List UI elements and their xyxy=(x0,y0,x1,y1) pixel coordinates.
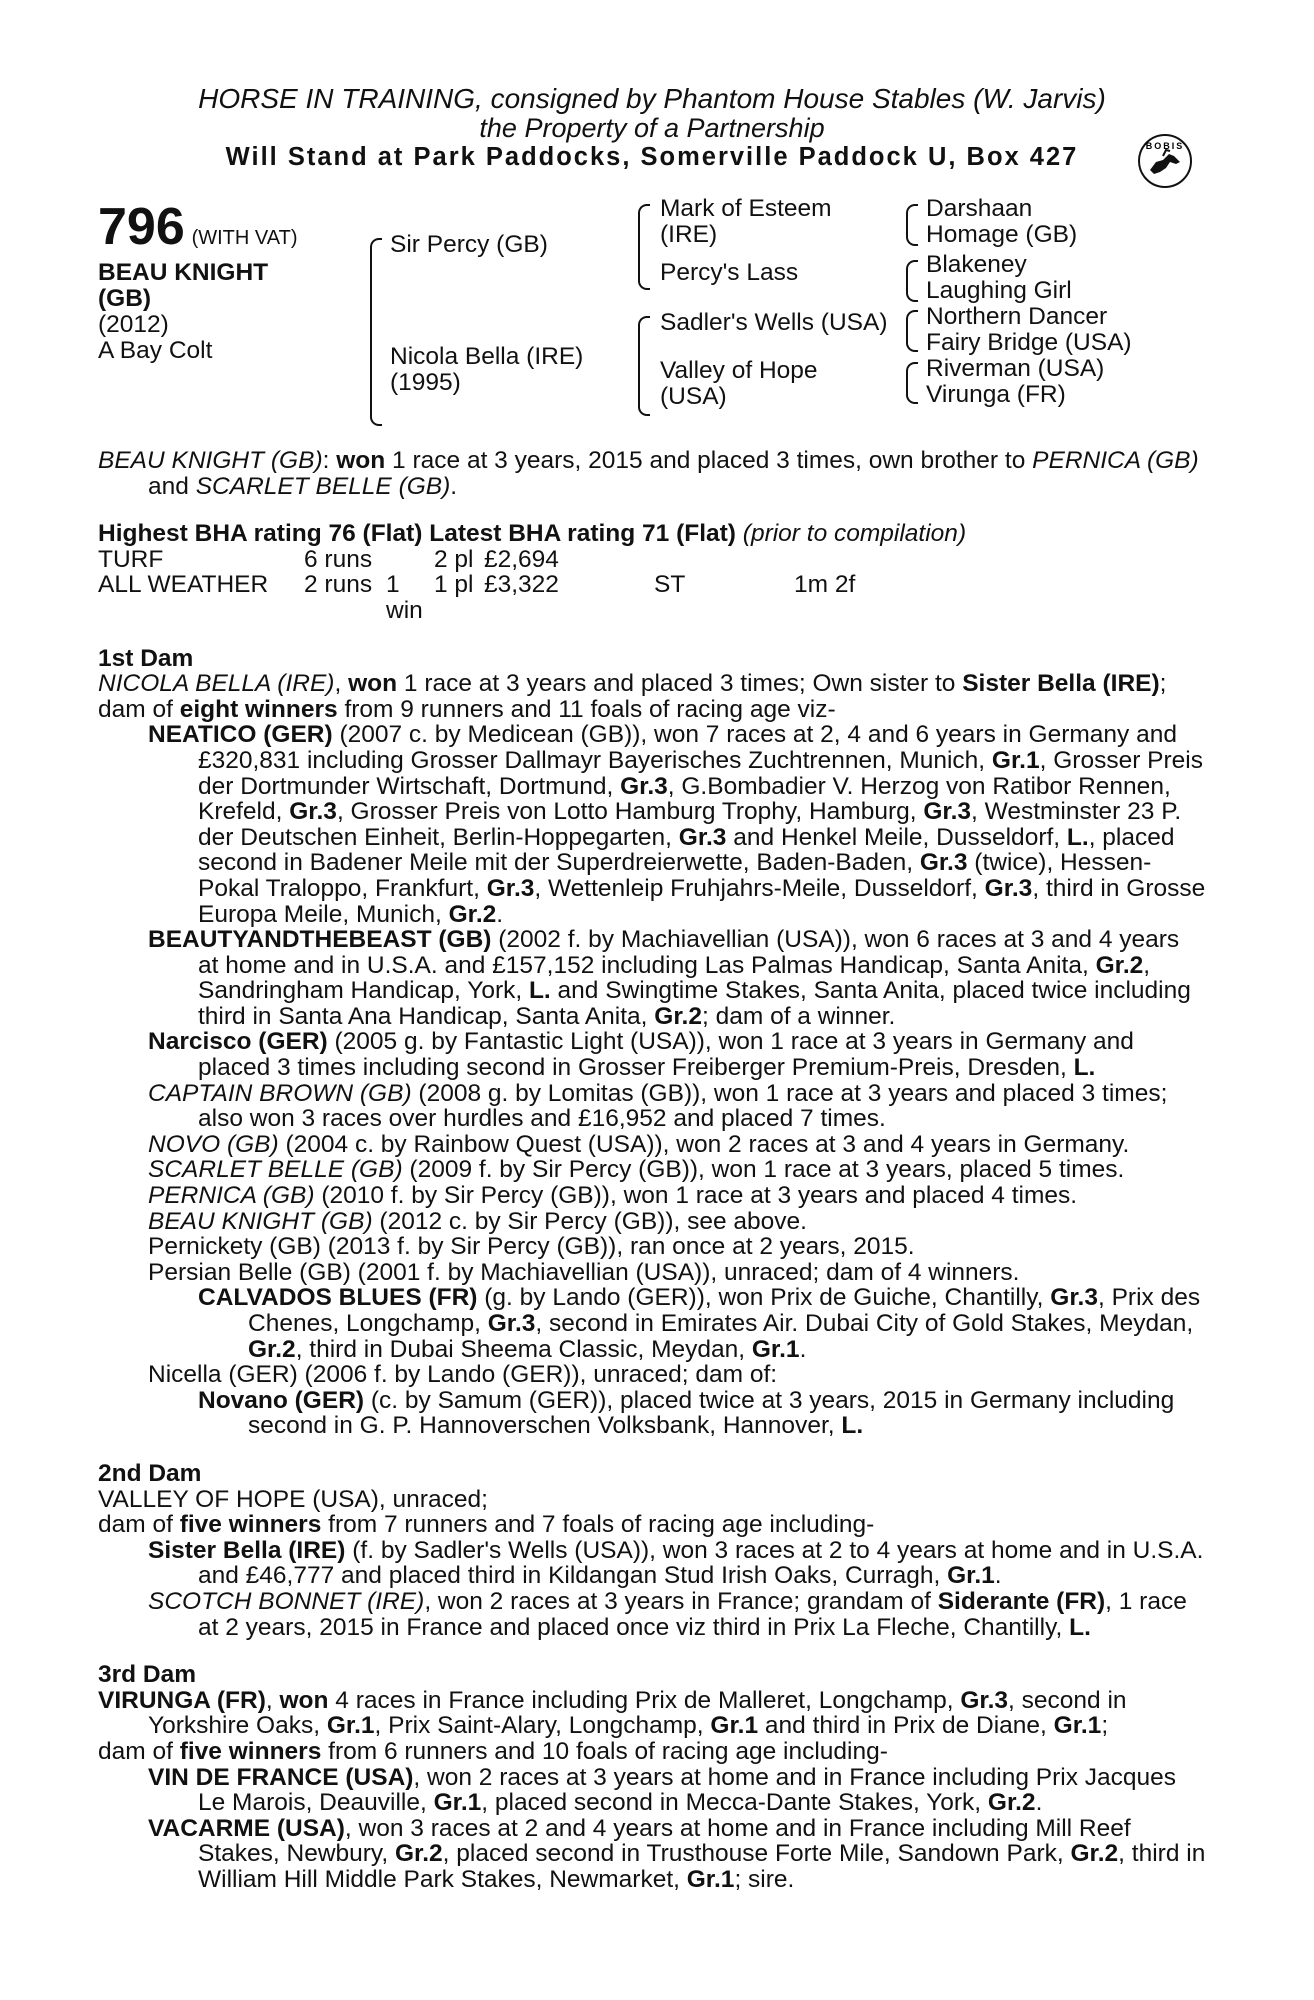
text-run: SCARLET BELLE (GB) xyxy=(148,1156,403,1184)
text-run: Gr.1 xyxy=(433,1789,482,1817)
sire-sire-country: (IRE) xyxy=(660,221,718,248)
first-dam-line xyxy=(98,671,1206,697)
text-run: Gr.3 xyxy=(984,874,1033,902)
text-run: eight winners xyxy=(179,695,338,723)
text-run: BEAU KNIGHT (GB) xyxy=(148,1207,373,1235)
brace-gen3-2 xyxy=(906,260,918,302)
text-run: , Prix Saint-Alary, Longchamp, xyxy=(374,1712,711,1740)
text-run: (2004 c. by Rainbow Quest (USA)), won 2 races at 3 and 4 years in Germany. xyxy=(278,1130,1130,1158)
text-run: and Swingtime Stakes, Santa Anita, placed twice including third in Santa Ana Handicap, Santa Anita, xyxy=(198,977,1191,1030)
text-run: VACARME (USA) xyxy=(148,1814,345,1842)
text-run: . xyxy=(1035,1789,1043,1817)
grandproduce-entry xyxy=(98,1285,1206,1362)
text-run: (2012 c. by Sir Percy (GB)), see above. xyxy=(372,1207,807,1235)
text-run: ; sire. xyxy=(734,1865,795,1893)
text-run: , second in Emirates Air. Dubai City of Gold Stakes, Meydan, xyxy=(535,1310,1194,1337)
text-run: SCOTCH BONNET (IRE) xyxy=(148,1587,425,1615)
text-run: (prior to compilation) xyxy=(742,520,967,548)
sire: Sir Percy (GB) xyxy=(390,231,548,258)
sire-sire-dam: Homage (GB) xyxy=(926,221,1078,248)
text-run: TURF xyxy=(98,545,164,573)
text-run: ; xyxy=(1101,1712,1109,1740)
first-dam-produce-line xyxy=(98,697,1206,723)
brace-gen1 xyxy=(370,238,382,426)
text-run: VIRUNGA (FR) xyxy=(98,1686,266,1714)
sire-sire: Mark of Esteem xyxy=(660,195,832,222)
text-run: and third in Prix de Diane, xyxy=(758,1712,1054,1740)
text-run: . xyxy=(799,1335,807,1363)
text-run: NEATICO (GER) xyxy=(148,721,333,749)
first-dam-heading: 1st Dam xyxy=(98,644,194,672)
text-run: 1 race at 3 years and placed 3 times; Own sister to xyxy=(397,670,963,698)
text-run: SCARLET BELLE (GB) xyxy=(195,472,451,500)
produce-entry xyxy=(98,1029,1206,1080)
vat-note: (WITH VAT) xyxy=(191,227,298,249)
race-record-row xyxy=(98,547,1206,573)
text-run: 4 races in France including Prix de Malleret, Longchamp, xyxy=(328,1686,961,1714)
text-run: Gr.3 xyxy=(1050,1284,1098,1312)
dam-dam-dam: Virunga (FR) xyxy=(926,381,1066,408)
text-run: , placed second in Trusthouse Forte Mile, Sandown Park, xyxy=(442,1840,1071,1868)
text-run: , xyxy=(334,670,349,698)
text-run: . xyxy=(450,472,458,500)
horse-year: (2012) xyxy=(98,311,169,338)
text-run: ST xyxy=(654,571,686,599)
text-run: Siderante (FR) xyxy=(937,1587,1106,1615)
text-run: Gr.2 xyxy=(248,1335,296,1363)
text-run: won xyxy=(336,447,386,474)
produce-entry xyxy=(98,1081,1206,1132)
produce-entry xyxy=(98,1765,1206,1816)
text-run: Gr.2 xyxy=(448,900,497,928)
produce-entry xyxy=(98,1183,1206,1209)
text-run: Gr.3 xyxy=(919,849,968,877)
consignor-line: HORSE IN TRAINING, consigned by Phantom House Stables (W. Jarvis) xyxy=(198,83,1106,114)
text-run: (2005 g. by Fantastic Light (USA)), won 1 race at 3 years in Germany and placed 3 times including second in Grosser Freiberger Premium-Preis, Dresden, xyxy=(198,1028,1134,1082)
text-run: five winners xyxy=(179,1511,322,1539)
text-run xyxy=(386,547,434,573)
produce-entry: Pernickety (GB) (2013 f. by Sir Percy (GB)), ran once at 2 years, 2015. xyxy=(148,1233,915,1261)
text-run: Novano (GER) xyxy=(198,1386,365,1414)
catalogue-page xyxy=(98,84,1206,1892)
second-dam-line: VALLEY OF HOPE (USA), unraced; xyxy=(98,1485,488,1513)
dam-dam-sire: Riverman (USA) xyxy=(926,355,1105,382)
text-run: , G.Bombadier V. Herzog von Ratibor Rennen, Krefeld, xyxy=(198,772,1171,826)
text-run: , won 2 races at 3 years in France; grandam of xyxy=(424,1587,938,1615)
text-run: Gr.1 xyxy=(710,1712,759,1740)
text-run: , third in William Hill Middle Park Stakes, Newmarket, xyxy=(198,1840,1206,1893)
grandproduce-entry xyxy=(98,1388,1206,1439)
text-run: Gr.1 xyxy=(947,1562,995,1590)
produce-entry: Nicella (GER) (2006 f. by Lando (GER)), unraced; dam of: xyxy=(148,1361,778,1389)
text-run: L. xyxy=(1073,1054,1096,1082)
text-run: 1 pl xyxy=(434,571,474,599)
location-line xyxy=(98,142,1206,172)
text-run: 1 win xyxy=(386,571,423,624)
text-run: 2 pl xyxy=(434,545,474,573)
text-run: (g. by Lando (GER)), won Prix de Guiche, Chantilly, xyxy=(477,1284,1051,1312)
text-run: Gr.3 xyxy=(678,823,727,851)
horse-description: A Bay Colt xyxy=(98,337,213,364)
text-run: Sister Bella (IRE) xyxy=(962,670,1160,698)
text-run: Gr.2 xyxy=(394,1840,443,1868)
text-run: BEAU KNIGHT (GB) xyxy=(98,447,323,474)
brace-gen2-top xyxy=(638,204,650,290)
text-run: , Grosser Preis der Dortmunder Wirtschaft, Dortmund, xyxy=(198,746,1203,800)
text-run: (c. by Samum (GER)), placed twice at 3 years, 2015 in Germany including second in G. P. Hannoverschen Volksbank, Hannover, xyxy=(248,1386,1175,1440)
text-run: , second in Yorkshire Oaks, xyxy=(148,1686,1127,1740)
text-run: dam of xyxy=(98,1511,180,1539)
text-run: , won 3 races at 2 and 4 years at home and in France including Mill Reef Stakes, Newbury, xyxy=(198,1814,1131,1868)
text-run: five winners xyxy=(179,1737,322,1765)
text-run: ; dam of a winner. xyxy=(701,1002,896,1030)
brace-gen3-3 xyxy=(906,310,918,352)
sire-dam-sire: Blakeney xyxy=(926,251,1027,278)
text-run: from 7 runners and 7 foals of racing age including- xyxy=(321,1511,875,1539)
text-run: from 9 runners and 11 foals of racing age viz- xyxy=(337,695,836,723)
lot-number: 796 xyxy=(98,198,185,256)
text-run: NICOLA BELLA (IRE) xyxy=(98,670,335,698)
text-run: and xyxy=(148,472,196,500)
text-run: , third in Grosse Europa Meile, Munich, xyxy=(198,874,1206,928)
text-run: , Grosser Preis von Lotto Hamburg Trophy, Hamburg, xyxy=(336,798,924,826)
text-run: ; xyxy=(1159,670,1167,698)
dam-dam: Valley of Hope xyxy=(660,357,818,384)
text-run: (2010 f. by Sir Percy (GB)), won 1 race at 3 years and placed 4 times. xyxy=(314,1182,1078,1210)
third-dam-heading: 3rd Dam xyxy=(98,1661,197,1689)
text-run: won xyxy=(348,670,398,698)
sire-dam: Percy's Lass xyxy=(660,259,799,286)
text-run: L. xyxy=(841,1412,864,1440)
text-run: 6 runs xyxy=(304,545,373,573)
location-text: Will Stand at Park Paddocks, Somerville Paddock U, Box 427 xyxy=(225,143,1079,171)
text-run: Narcisco (GER) xyxy=(148,1028,328,1056)
second-dam-produce-line xyxy=(98,1512,1206,1538)
rating-line xyxy=(98,521,1206,547)
text-run: 2 runs xyxy=(304,571,373,599)
text-run: Gr.3 xyxy=(487,1310,536,1337)
text-run: NOVO (GB) xyxy=(148,1130,279,1158)
text-run: Gr.2 xyxy=(1070,1840,1119,1868)
text-run: BEAUTYANDTHEBEAST (GB) xyxy=(148,926,492,954)
brace-gen3-1 xyxy=(906,204,918,246)
text-run: Gr.3 xyxy=(289,798,337,826)
text-run: . xyxy=(496,900,504,928)
text-run: , won 2 races at 3 years at home and in France including Prix Jacques Le Marois, Deauville, xyxy=(198,1763,1177,1817)
text-run: Gr.3 xyxy=(620,772,668,800)
text-run xyxy=(794,547,874,573)
text-run: dam of xyxy=(98,1737,180,1765)
text-run: , xyxy=(265,1686,280,1714)
text-run: Gr.2 xyxy=(1095,951,1144,979)
horse-name: BEAU KNIGHT xyxy=(98,259,269,286)
text-run: (twice), Hessen-Pokal Traloppo, Frankfurt, xyxy=(198,849,1152,902)
text-run: Gr.3 xyxy=(923,798,972,826)
bobis-logo-icon xyxy=(1136,132,1194,190)
text-run: from 6 runners and 10 foals of racing age including- xyxy=(321,1737,888,1765)
text-run: Gr.2 xyxy=(654,1002,702,1030)
text-run: 1m 2f xyxy=(794,571,856,599)
produce-entry xyxy=(98,1589,1206,1640)
lot-number-line xyxy=(98,200,297,254)
text-run: L. xyxy=(528,977,551,1005)
text-run: Gr.1 xyxy=(326,1712,375,1740)
dam-dam-country: (USA) xyxy=(660,383,727,410)
dam-sire-dam: Fairy Bridge (USA) xyxy=(926,329,1132,356)
text-run: Gr.1 xyxy=(1053,1712,1102,1740)
third-dam-produce-line xyxy=(98,1739,1206,1765)
text-run: CAPTAIN BROWN (GB) xyxy=(148,1079,412,1107)
produce-entry xyxy=(98,1209,1206,1235)
text-run: , Prix des Chenes, Longchamp, xyxy=(248,1284,1201,1337)
pedigree-table xyxy=(98,196,1206,428)
text-run: PERNICA (GB) xyxy=(148,1182,315,1210)
text-run: Highest BHA rating 76 (Flat) Latest BHA rating 71 (Flat) xyxy=(98,520,736,548)
text-run: £2,694 xyxy=(484,545,559,573)
text-run: Gr.1 xyxy=(991,746,1040,774)
produce-entry xyxy=(98,1157,1206,1183)
horse-country: (GB) xyxy=(98,285,152,312)
text-run: VIN DE FRANCE (USA) xyxy=(148,1763,414,1791)
text-run: ALL WEATHER xyxy=(98,571,269,599)
text-run: Gr.1 xyxy=(751,1335,800,1363)
text-run: £3,322 xyxy=(484,571,559,599)
sire-dam-dam: Laughing Girl xyxy=(926,277,1072,304)
text-run: and Henkel Meile, Dusseldorf, xyxy=(726,823,1067,851)
dam: Nicola Bella (IRE) xyxy=(390,343,584,370)
text-run: won xyxy=(279,1686,329,1714)
produce-entry xyxy=(98,927,1206,1029)
text-run: (2007 c. by Medicean (GB)), won 7 races at 2, 4 and 6 years in Germany and £320,831 including Grosser Dallmayr Bayerisches Zuchtrennen, Munich, xyxy=(198,721,1177,774)
ownership-line: the Property of a Partnership xyxy=(479,113,825,143)
produce-entry xyxy=(98,722,1206,927)
horse-summary xyxy=(98,448,1206,499)
dam-year: (1995) xyxy=(390,369,461,396)
produce-entry xyxy=(98,1538,1206,1589)
second-dam-heading: 2nd Dam xyxy=(98,1459,202,1487)
text-run: PERNICA (GB) xyxy=(1032,447,1199,474)
brace-gen2-bottom xyxy=(638,316,650,416)
text-run: , Wettenleip Fruhjahrs-Meile, Dusseldorf, xyxy=(534,874,985,902)
text-run: Sister Bella (IRE) xyxy=(148,1536,346,1564)
text-run: CALVADOS BLUES (FR) xyxy=(198,1284,478,1312)
text-run: Gr.3 xyxy=(486,874,535,902)
text-run: (f. by Sadler's Wells (USA)), won 3 races at 2 to 4 years at home and in U.S.A. and £46,777 and placed third in Kildangan Stud Irish Oaks, Curragh, xyxy=(198,1536,1204,1590)
text-run: (2009 f. by Sir Percy (GB)), won 1 race at 3 years, placed 5 times. xyxy=(402,1156,1125,1184)
text-run: 1 race at 3 years, 2015 and placed 3 times, own brother to xyxy=(385,447,1033,474)
text-run: L. xyxy=(1066,823,1089,851)
produce-entry xyxy=(98,1816,1206,1893)
text-run: L. xyxy=(1069,1613,1091,1641)
text-run: Gr.2 xyxy=(987,1789,1036,1817)
text-run: Gr.1 xyxy=(686,1865,735,1893)
brace-gen3-4 xyxy=(906,362,918,404)
produce-entry: Persian Belle (GB) (2001 f. by Machiavellian (USA)), unraced; dam of 4 winners. xyxy=(148,1258,1020,1286)
sire-sire-sire: Darshaan xyxy=(926,195,1033,222)
text-run: , third in Dubai Sheema Classic, Meydan, xyxy=(295,1335,752,1363)
race-record-row xyxy=(98,572,1206,623)
produce-entry xyxy=(98,1132,1206,1158)
dam-sire: Sadler's Wells (USA) xyxy=(660,309,888,336)
bobis-logo-text: BOBIS xyxy=(1145,141,1185,151)
text-run: , placed second in Mecca-Dante Stakes, York, xyxy=(481,1789,988,1817)
text-run: , 1 race at 2 years, 2015 in France and placed once viz third in Prix La Fleche, Chantilly, xyxy=(198,1587,1187,1641)
third-dam-line xyxy=(98,1688,1206,1739)
text-run: : xyxy=(322,447,337,474)
text-run: Gr.3 xyxy=(960,1686,1009,1714)
dam-sire-sire: Northern Dancer xyxy=(926,303,1108,330)
text-run: , placed second in Badener Meile mit der Superdreierwette, Baden-Baden, xyxy=(198,823,1175,877)
text-run: , Sandringham Handicap, York, xyxy=(198,951,1151,1005)
text-run: (2008 g. by Lomitas (GB)), won 1 race at 3 years and placed 3 times; also won 3 races over hurdles and £16,952 and placed 7 times. xyxy=(198,1079,1168,1133)
text-run: . xyxy=(994,1562,1002,1590)
text-run: , Westminster 23 P. der Deutschen Einheit, Berlin-Hoppegarten, xyxy=(198,798,1182,851)
text-run: (2002 f. by Machiavellian (USA)), won 6 races at 3 and 4 years at home and in U.S.A. and £157,152 including Las Palmas Handicap, Santa Anita, xyxy=(198,926,1180,979)
text-run xyxy=(654,547,794,573)
text-run: dam of xyxy=(98,695,180,723)
